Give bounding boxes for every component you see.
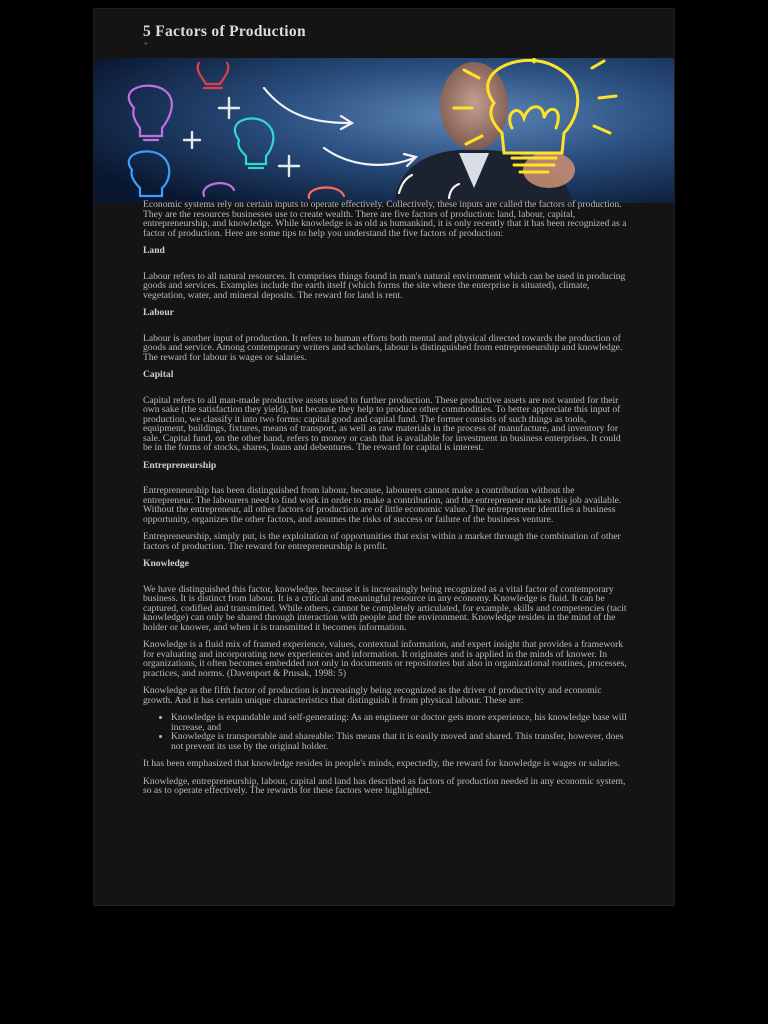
knowledge-paragraph-1: We have distinguished this factor, knowledge, because it is increasingly being recognized as a vital factor of contemporary business. It is distinct from labour. It is a critical and meaningful resource in any economy. Knowledge is fluid. It can be captured, codified and transmitted. While others, cannot be completely articulated, for example, skills and competencies (tacit knowledge) can only be shared through interaction with people and the environment. Knowledge resides in the mind of the holder or knower, and when it is transmitted it becomes information. xyxy=(143,583,627,633)
heading-entrepreneurship: Entrepreneurship xyxy=(143,459,217,471)
conclusion-paragraph: Knowledge, entrepreneurship, labour, capital and land has described as factors of production needed in any economic system, so as to operate effectively. The rewards for these factors were highlighted. xyxy=(143,775,626,796)
knowledge-characteristics-list xyxy=(143,713,627,751)
heading-labour: Labour xyxy=(143,307,174,318)
heading-capital: Capital xyxy=(143,369,174,380)
heading-land: Land xyxy=(143,245,165,256)
heading-knowledge: Knowledge xyxy=(143,558,189,569)
labour-paragraph: Labour is another input of production. It refers to human efforts both mental and physical directed towards the production of goods and service. Among contemporary writers and scholars, labour is distinguished from entrepreneurship and knowledge. The reward for labour is wages or salaries. xyxy=(143,332,623,363)
land-paragraph: Labour refers to all natural resources. It comprises things found in man's natural environment which can be used in producing goods and services. Examples include the earth itself (which forms the site where the enterprise is situated), climate, vegetation, water, and mineral deposits. The reward for land is rent. xyxy=(143,270,626,301)
entrepreneurship-paragraph-2: Entrepreneurship, simply put, is the exploitation of opportunities that exist within a market through the combination of other factors of production. The reward for entrepreneurship is profit. xyxy=(143,531,621,552)
intro-paragraph: Economic systems rely on certain inputs to operate effectively. Collectively, these inputs are called the factors of production. They are the resources businesses use to create wealth. There are five factors of production: land, labour, capital, entrepreneurship, and knowledge. While knowledge is as old as humankind, it is only recently that it has been recognized as a factor of production. Here are some tips to help you understand the five factors of production: xyxy=(143,199,627,239)
list-item: • Knowledge is transportable and shareable: This means that it is easily moved and shared. This transfer, however, does not prevent its use by the original holder. xyxy=(171,732,627,751)
knowledge-paragraph-2: Knowledge is a fluid mix of framed experience, values, contextual information, and expert insight that provides a framework for evaluating and incorporating new experiences and information. It originates and is applied in the minds of knower. In organizations, it often becomes embedded not only in documents or repositories but also in organizational routines, processes, practices, and norms. (Davenport & Prusak, 1998: 5) xyxy=(143,639,627,679)
capital-paragraph: Capital refers to all man-made productive assets used to further production. These productive assets are not wanted for their own sake (the satisfaction they yield), but because they help to produce other commodities. To better appreciate this input of production, we classify it into two forms: capital good and capital fund. The former consists of such things as tools, equipment, buildings, fixtures, means of transport, as well as raw materials in the process of manufacture, and inventory for sale. Capital fund, on the other hand, refers to money or cash that is available for investment in business enterprises. It could be in the forms of stocks, shares, loans and debentures. The reward for capital is interest. xyxy=(143,394,621,453)
article-body xyxy=(143,200,627,804)
hero-image xyxy=(94,58,674,203)
page-title: 5 Factors of Production xyxy=(143,23,306,40)
entrepreneurship-paragraph-1: Entrepreneurship has been distinguished from labour, because, labourers cannot make a contribution without the entrepreneur. The labourers need to find work in order to make a contribution, and the entrepreneur makes this job available. Without the entrepreneur, all other factors of production are of little economic value. The entrepreneur identifies a business opportunity, organizes the other factors, and assumes the risks of success or failure of the business venture. xyxy=(143,485,622,525)
knowledge-paragraph-4: It has been emphasized that knowledge resides in people's minds, expectedly, the reward for knowledge is wages or salaries. xyxy=(143,758,621,769)
knowledge-paragraph-3: Knowledge as the fifth factor of production is increasingly being recognized as the driver of productivity and economic growth. And it has certain unique characteristics that distinguish it from physical labour. These are: xyxy=(143,685,602,706)
subtitle-mark: " xyxy=(144,41,148,51)
list-item: • Knowledge is expandable and self-generating: As an engineer or doctor gets more experience, his knowledge base will increase, and xyxy=(171,713,627,732)
article-page xyxy=(93,8,675,906)
